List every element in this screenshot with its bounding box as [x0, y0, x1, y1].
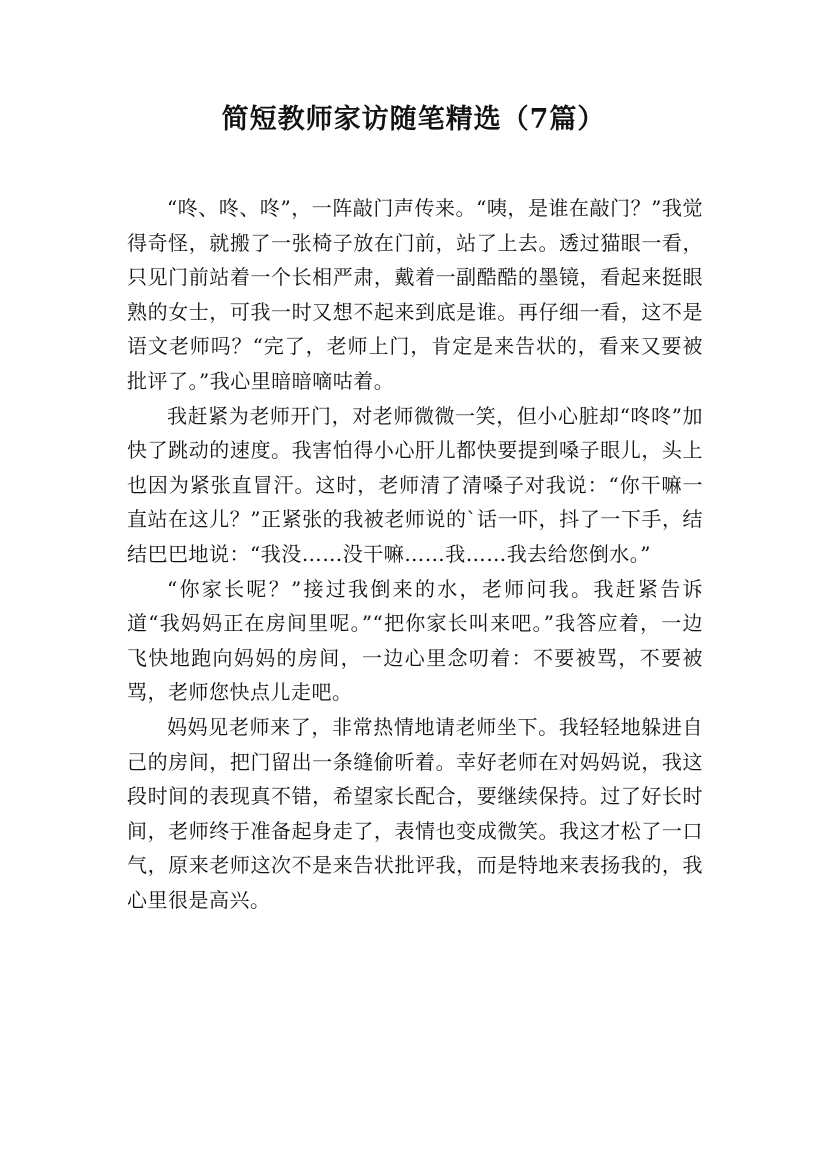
document-title: 简短教师家访随笔精选（7篇） — [221, 104, 606, 135]
document-body — [127, 191, 703, 917]
paragraph-4: 妈妈见老师来了，非常热情地请老师坐下。我轻轻地躲进自己的房间，把门留出一条缝偷听着。幸好老师在对妈妈说，我这段时间的表现真不错，希望家长配合，要继续保持。过了好长时间，老师终于准备起身走了，表情也变成微笑。我这才松了一口气，原来老师这次不是来告状批评我，而是特地来表扬我的，我心里很是高兴。 — [127, 714, 703, 912]
paragraph-3: “你家长呢？”接过我倒来的水，老师问我。我赶紧告诉道“我妈妈正在房间里呢。”“把你家长叫来吧。”我答应着，一边飞快地跑向妈妈的房间，一边心里念叨着：不要被骂，不要被骂，老师您快点儿走吧。 — [127, 576, 703, 705]
paragraph-2: 我赶紧为老师开门，对老师微微一笑，但小心脏却“咚咚”加快了跳动的速度。我害怕得小心肝儿都快要提到嗓子眼儿，头上也因为紧张直冒汗。这时，老师清了清嗓子对我说：“你干嘛一直站在这儿？”正紧张的我被老师说的`话一吓，抖了一下手，结结巴巴地说：“我没……没干嘛……我……我去给您倒水。” — [127, 403, 703, 566]
paragraph-1: “咚、咚、咚”，一阵敲门声传来。“咦，是谁在敲门？”我觉得奇怪，就搬了一张椅子放在门前，站了上去。透过猫眼一看，只见门前站着一个长相严肃，戴着一副酷酷的墨镜，看起来挺眼熟的女士，可我一时又想不起来到底是谁。再仔细一看，这不是语文老师吗？“完了，老师上门，肯定是来告状的，看来又要被批评了。”我心里暗暗嘀咕着。 — [127, 196, 703, 393]
